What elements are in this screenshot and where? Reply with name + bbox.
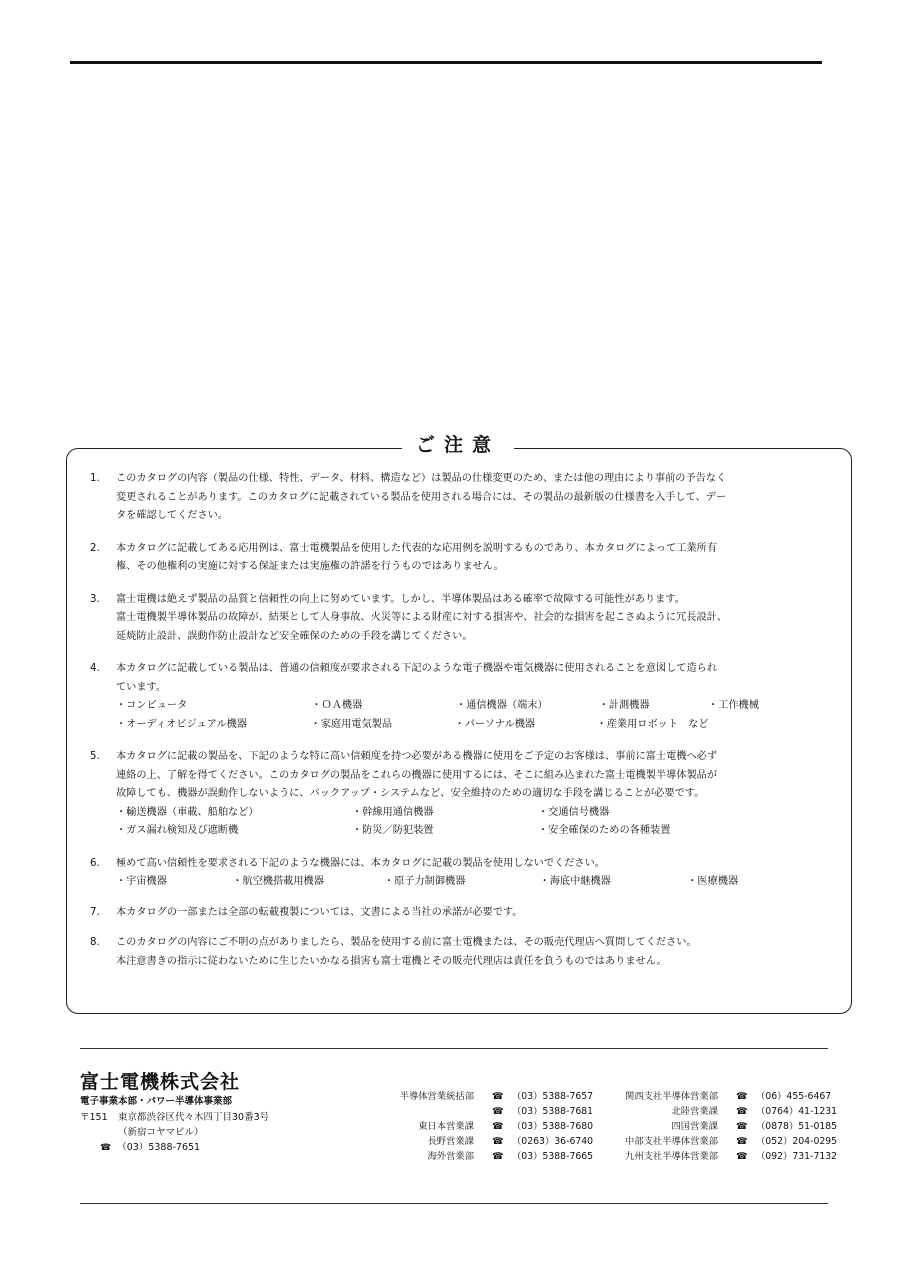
notice-item-number: 4. xyxy=(90,663,100,674)
office-phone: （03）5388-7681 xyxy=(512,1106,594,1117)
notice-item xyxy=(90,855,835,892)
office-row xyxy=(368,1104,593,1119)
office-name: 長野営業課 xyxy=(427,1136,474,1147)
telephone-icon: ☎ xyxy=(492,1121,504,1132)
office-row xyxy=(590,1134,837,1149)
office-name: 関西支社半導体営業部 xyxy=(625,1091,718,1102)
notice-item-number: 8. xyxy=(90,937,100,948)
device-list-item: ・宇宙機器 xyxy=(116,876,167,887)
office-row xyxy=(368,1089,593,1104)
telephone-icon: ☎ xyxy=(492,1106,504,1117)
office-name: 東日本営業課 xyxy=(418,1121,474,1132)
office-row xyxy=(590,1149,837,1164)
notice-item-number: 3. xyxy=(90,593,100,605)
office-row xyxy=(590,1104,837,1119)
offices-left xyxy=(368,1089,593,1164)
notice-item-line: 故障しても、機器が誤動作しないように、バックアップ・システムなど、安全維持のための適切な手段を講じることが必要です。 xyxy=(116,788,705,799)
office-row xyxy=(590,1119,837,1134)
notice-item-line: 変更されることがあります。このカタログに記載されている製品を使用される場合には、その製品の最新版の仕様書を入手して、デー xyxy=(116,491,727,503)
company-phone xyxy=(100,1140,200,1156)
device-list-item: ・家庭用電気製品 xyxy=(310,718,393,730)
office-phone: （092）731-7132 xyxy=(756,1151,838,1162)
office-row xyxy=(590,1089,837,1104)
device-list-item: ・計測機器 xyxy=(598,700,650,711)
office-name: 九州支社半導体営業部 xyxy=(625,1151,718,1162)
notice-item-line: このカタログの内容にご不明の点がありましたら、製品を使用する前に富士電機または、その販売代理店へ質問してください。 xyxy=(116,937,697,948)
address-line-1: 東京都渋谷区代々木四丁目30番3号 xyxy=(118,1112,270,1123)
notice-item-line: 本カタログに記載の製品を、下記のような特に高い信頼度を持つ必要がある機器に使用をご予定のお客様は、事前に富士電機へ必ず xyxy=(116,751,718,762)
notice-item xyxy=(90,591,835,647)
device-list-row xyxy=(116,697,835,716)
office-phone: （0764）41-1231 xyxy=(756,1106,838,1117)
telephone-icon: ☎ xyxy=(736,1106,748,1117)
office-name: 中部支社半導体営業部 xyxy=(625,1136,718,1147)
company-dept: 電子事業本部・パワー半導体事業部 xyxy=(80,1096,233,1107)
device-list-item: ・幹線用通信機器 xyxy=(352,806,434,818)
office-phone: （03）5388-7665 xyxy=(512,1151,594,1162)
notice-item-number: 2. xyxy=(90,542,100,554)
device-list-item: ・医療機器 xyxy=(687,876,739,887)
telephone-icon: ☎ xyxy=(100,1143,112,1153)
office-phone: （052）204-0295 xyxy=(756,1136,838,1147)
telephone-icon: ☎ xyxy=(492,1136,504,1147)
notice-item-line: タを確認してください。 xyxy=(116,510,229,521)
notice-item-number: 7. xyxy=(90,906,100,918)
office-name: 北陸営業課 xyxy=(671,1106,718,1117)
notice-item xyxy=(90,470,835,526)
office-phone: （03）5388-7657 xyxy=(512,1091,594,1102)
footer-top-rule xyxy=(80,1048,828,1049)
postal-code: 〒151 xyxy=(80,1112,108,1123)
notice-item-line: 極めて高い信頼性を要求される下記のような機器には、本カタログに記載の製品を使用しないでください。 xyxy=(116,857,605,869)
device-list-item: ・工作機械 xyxy=(707,700,759,711)
device-list-item: ・輸送機器（車載、船舶など） xyxy=(116,806,259,818)
notice-item-line: ています。 xyxy=(116,681,167,693)
notice-item-number: 1. xyxy=(90,473,100,484)
address-line-2: （新宿コヤマビル） xyxy=(118,1127,204,1138)
device-list-item: ・産業用ロボット など xyxy=(596,718,709,730)
device-list-item: ・オーディオビジュアル機器 xyxy=(116,718,248,730)
notice-title: ご注意 xyxy=(402,430,514,460)
office-row xyxy=(368,1134,593,1149)
notice-item xyxy=(90,660,835,734)
device-list-item: ・航空機搭載用機器 xyxy=(232,876,324,887)
notice-item-line: 本カタログに記載してある応用例は、富士電機製品を使用した代表的な応用例を説明するものであり、本カタログによって工業所有 xyxy=(116,542,718,554)
device-list-row xyxy=(116,822,835,841)
device-list-item xyxy=(709,716,835,735)
notice-item-number: 5. xyxy=(90,751,100,762)
device-list-item: ・コンピュータ xyxy=(116,700,188,711)
office-row xyxy=(368,1119,593,1134)
device-list-item: ・安全確保のための各種装置 xyxy=(538,825,671,836)
notice-item xyxy=(90,904,835,923)
company-phone-number: （03）5388-7651 xyxy=(117,1142,201,1153)
device-list-item: ・通信機器（端末） xyxy=(455,700,548,711)
notice-item-line: 本注意書きの指示に従わないために生じたいかなる損害も富士電機とその販売代理店は責任を負うものではありません。 xyxy=(116,955,667,967)
office-phone: （06）455-6467 xyxy=(756,1091,832,1102)
notice-item-number: 6. xyxy=(90,857,100,869)
device-list-row xyxy=(116,716,835,735)
device-list-row xyxy=(116,804,835,823)
office-phone: （0263）36-6740 xyxy=(512,1136,594,1147)
office-name: 海外営業部 xyxy=(427,1151,474,1162)
office-name: 四国営業課 xyxy=(671,1121,718,1132)
office-phone: （0878）51-0185 xyxy=(756,1121,838,1132)
company-name: 富士電機株式会社 xyxy=(80,1071,241,1093)
office-name: 半導体営業統括部 xyxy=(399,1091,474,1102)
notice-item-line: 富士電機は絶えず製品の品質と信頼性の向上に努めています。しかし、半導体製品はある確率で故障する可能性があります。 xyxy=(116,593,685,605)
footer-bottom-rule xyxy=(80,1203,828,1204)
notice-items xyxy=(90,470,835,971)
notice-item-line: 本カタログに記載している製品は、普通の信頼度が要求される下記のような電子機器や電気機器に使用されることを意図して造られ xyxy=(116,663,718,674)
office-phone: （03）5388-7680 xyxy=(512,1121,594,1132)
telephone-icon: ☎ xyxy=(736,1121,748,1132)
office-row xyxy=(368,1149,593,1164)
notice-item xyxy=(90,540,835,577)
notice-item xyxy=(90,934,835,971)
notice-item-line: このカタログの内容（製品の仕様、特性、データ、材料、構造など）は製品の仕様変更のため、または他の理由により事前の予告なく xyxy=(116,473,727,484)
telephone-icon: ☎ xyxy=(736,1151,748,1162)
device-list-item: ・パーソナル機器 xyxy=(454,718,536,730)
telephone-icon: ☎ xyxy=(492,1091,504,1102)
telephone-icon: ☎ xyxy=(736,1091,748,1102)
offices-right xyxy=(590,1089,837,1164)
telephone-icon: ☎ xyxy=(736,1136,748,1147)
notice-item-line: 延焼防止設計、誤動作防止設計など安全確保のための手段を講じてください。 xyxy=(116,630,473,642)
notice-item-line: 連絡の上、了解を得てください。このカタログの製品をこれらの機器に使用するには、そこに組み込まれた富士電機製半導体製品が xyxy=(116,769,718,781)
top-rule xyxy=(70,61,822,64)
notice-item xyxy=(90,748,835,841)
device-list-item: ・ＯＡ機器 xyxy=(311,700,363,711)
notice-item-line: 権、その他権利の実施に対する保証または実施権の許諾を行うものではありません。 xyxy=(116,561,504,572)
device-list-row xyxy=(116,873,835,892)
notice-item-line: 本カタログの一部または全部の転載複製については、文書による当社の承諾が必要です。 xyxy=(116,906,523,918)
office-name xyxy=(368,1104,474,1119)
device-list-item: ・交通信号機器 xyxy=(538,806,610,818)
telephone-icon: ☎ xyxy=(492,1151,504,1162)
device-list-item: ・原子力制御機器 xyxy=(383,876,466,887)
notice-item-line: 富士電機製半導体製品の故障が、結果として人身事故、火災等による財産に対する損害や、社会的な損害を起こさぬように冗長設計、 xyxy=(116,612,728,623)
device-list-item: ・ガス漏れ検知及び遮断機 xyxy=(116,825,239,836)
device-list-item: ・防災／防犯装置 xyxy=(352,825,434,836)
device-list-item: ・海底中継機器 xyxy=(539,876,611,887)
